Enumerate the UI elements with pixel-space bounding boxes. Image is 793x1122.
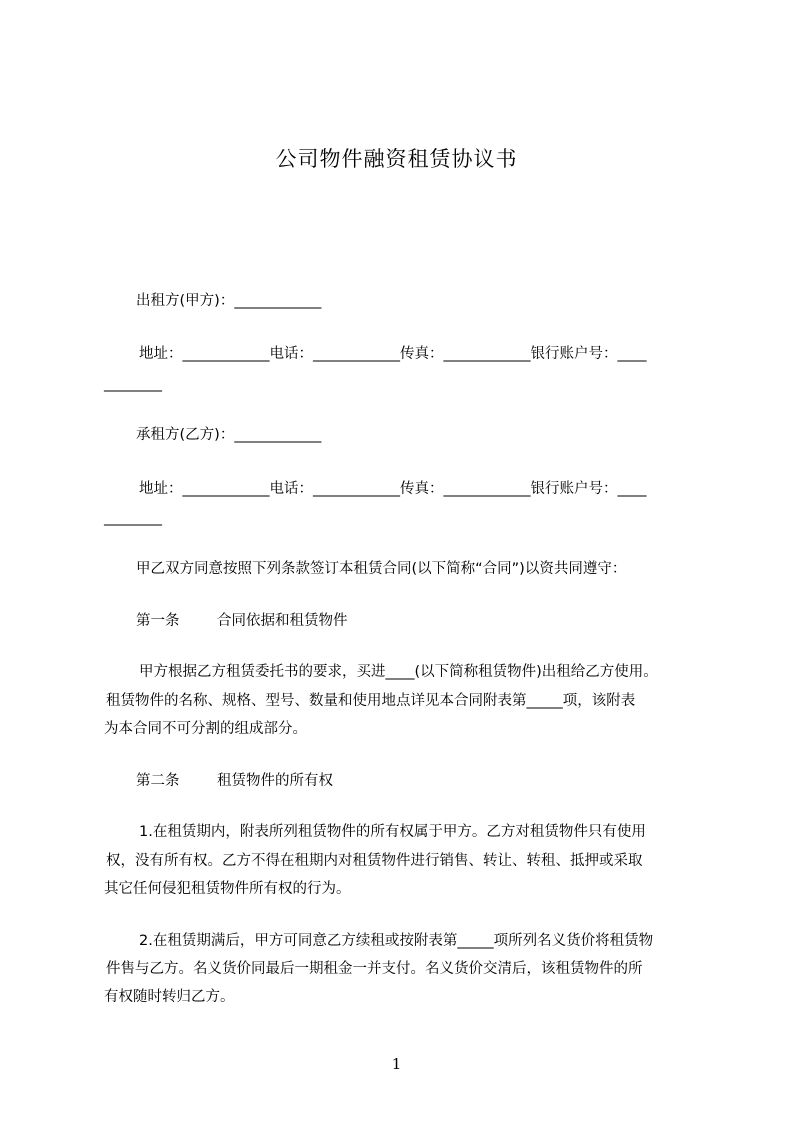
article-2-number: 第二条 xyxy=(136,773,180,789)
lessor-heading: 出租方(甲方)：____________ xyxy=(136,293,322,309)
article-2-title: 租赁物件的所有权 xyxy=(217,773,333,789)
article-2-para-2-line-2: 件售与乙方。名义货价同最后一期租金一并支付。名义货价交清后，该租赁物件的所 xyxy=(106,961,643,977)
page-number: 1 xyxy=(391,1055,402,1073)
article-2-para-2-line-1: 2.在租赁期满后，甲方可同意乙方续租或按附表第_____项所列名义货价将租赁物 xyxy=(139,933,654,949)
article-2-para-2-line-3: 有权随时转归乙方。 xyxy=(104,989,235,1005)
article-1-line-3: 为本合同不可分割的组成部分。 xyxy=(104,721,307,737)
intro-paragraph: 甲乙双方同意按照下列条款签订本租赁合同(以下简称“合同”)以资共同遵守： xyxy=(136,561,627,577)
article-2-para-1-line-3: 其它任何侵犯租赁物件所有权的行为。 xyxy=(104,881,351,897)
lessor-address-line: 地址：____________电话：____________传真：____________银行账户号：____ xyxy=(139,346,647,362)
article-1-title: 合同依据和租赁物件 xyxy=(217,613,348,629)
lessee-address-line: 地址：____________电话：____________传真：____________银行账户号：____ xyxy=(139,481,647,497)
article-2-para-1-line-1: 1.在租赁期内，附表所列租赁物件的所有权属于甲方。乙方对租赁物件只有使用 xyxy=(139,824,646,840)
article-1-line-2: 租赁物件的名称、规格、型号、数量和使用地点详见本合同附表第_____项，该附表 xyxy=(106,693,636,709)
lessee-heading: 承租方(乙方)：____________ xyxy=(136,427,322,443)
article-1-number: 第一条 xyxy=(136,613,180,629)
article-1-line-1: 甲方根据乙方租赁委托书的要求，买进____(以下简称租赁物件)出租给乙方使用。 xyxy=(139,664,658,680)
lessor-address-continuation: ________ xyxy=(104,376,162,392)
article-2-para-1-line-2: 权，没有所有权。乙方不得在租期内对租赁物件进行销售、转让、转租、抵押或采取 xyxy=(106,853,643,869)
lessee-address-continuation: ________ xyxy=(104,510,162,526)
document-title: 公司物件融资租赁协议书 xyxy=(275,147,518,171)
